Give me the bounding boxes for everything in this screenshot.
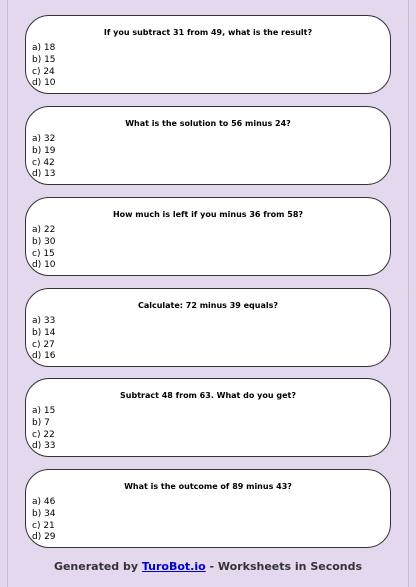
- option-c: c) 42: [32, 157, 55, 168]
- option-b: b) 30: [32, 236, 56, 247]
- question-card-1: [25, 15, 391, 94]
- question-card-5: [25, 378, 391, 457]
- footer-suffix: - Worksheets in Seconds: [205, 560, 363, 573]
- question-text: What is the solution to 56 minus 24?: [125, 119, 291, 128]
- option-b: b) 7: [32, 417, 50, 428]
- option-a: a) 32: [32, 134, 56, 144]
- question-text: Calculate: 72 minus 39 equals?: [137, 301, 279, 310]
- option-c: c) 22: [32, 429, 55, 440]
- option-d: d) 10: [32, 78, 56, 89]
- option-d: d) 29: [32, 532, 56, 543]
- answer-options: [32, 316, 56, 363]
- answer-options: [32, 43, 56, 90]
- answer-options: [32, 225, 56, 272]
- option-a: a) 15: [32, 406, 56, 416]
- question-card-4: [25, 288, 391, 367]
- option-d: d) 16: [32, 351, 56, 362]
- option-d: d) 33: [32, 441, 56, 452]
- option-b: b) 34: [32, 508, 56, 519]
- option-b: b) 14: [32, 327, 56, 338]
- answer-options: [32, 497, 56, 544]
- footer: [0, 560, 416, 573]
- option-d: d) 13: [32, 169, 56, 180]
- question-text: If you subtract 31 from 49, what is the result?: [103, 28, 313, 37]
- question-text: What is the outcome of 89 minus 43?: [124, 482, 292, 491]
- option-a: a) 22: [32, 225, 56, 235]
- answer-options: [32, 134, 56, 181]
- option-b: b) 15: [32, 54, 56, 65]
- turobot-link[interactable]: TuroBot.io: [141, 560, 206, 573]
- option-c: c) 21: [32, 520, 55, 531]
- question-card-6: [25, 469, 391, 548]
- question-text: How much is left if you minus 36 from 58?: [112, 210, 304, 219]
- option-a: a) 46: [32, 497, 56, 507]
- option-a: a) 33: [32, 316, 56, 326]
- option-a: a) 18: [32, 43, 56, 53]
- option-d: d) 10: [32, 260, 56, 271]
- question-card-3: [25, 197, 391, 276]
- footer-prefix: Generated by: [53, 560, 142, 573]
- question-card-2: [25, 106, 391, 185]
- option-c: c) 27: [32, 339, 55, 350]
- option-c: c) 24: [32, 66, 55, 77]
- option-c: c) 15: [32, 248, 55, 259]
- answer-options: [32, 406, 56, 453]
- option-b: b) 19: [32, 145, 56, 156]
- question-text: Subtract 48 from 63. What do you get?: [120, 391, 296, 400]
